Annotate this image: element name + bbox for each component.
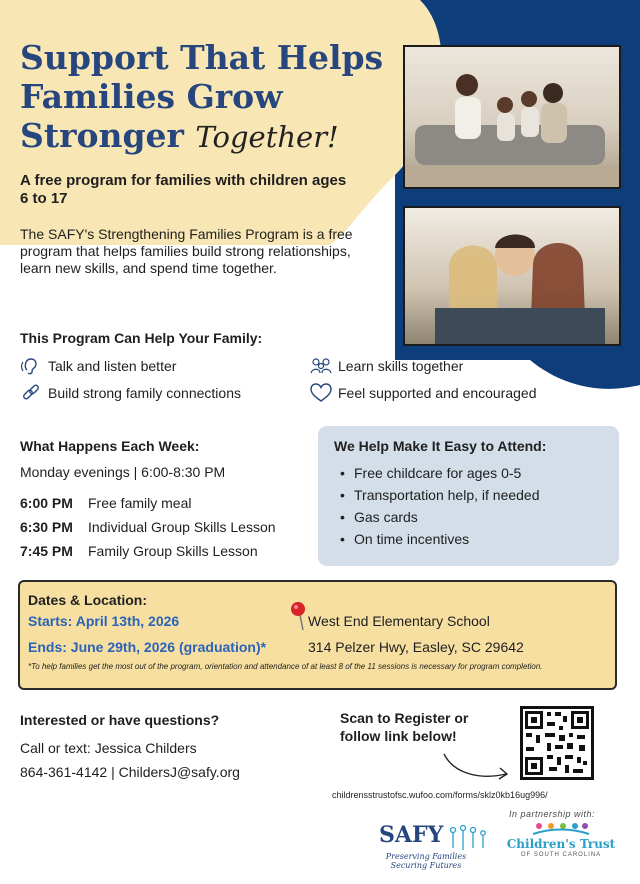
contact-heading: Interested or have questions? [20,712,220,728]
school-address: 314 Pelzer Hwy, Easley, SC 29642 [308,639,524,655]
scan-instructions: Scan to Register or follow link below! [340,710,469,744]
list-item: • Free childcare for ages 0-5 [354,462,607,484]
link-icon [20,383,42,403]
childrens-trust-figures-icon [531,822,591,836]
schedule-row: 6:00 PM Free family meal [20,495,192,511]
registration-link[interactable]: childrensstrustofsc.wufoo.com/forms/sklz0kb16ug996/ [332,790,548,800]
list-item: • Gas cards [354,506,607,528]
page-title: Support That Helps Families Grow Stronger Together! [20,38,384,155]
attendance-note: *To help families get the most out of the program, orientation and attendance of at least 8 of the 11 sessions is necessary for program completion. [28,662,543,671]
dates-location-box [18,580,617,690]
end-date: Ends: June 29th, 2026 (graduation)* [28,639,267,655]
childrens-trust-logo: Children's Trust OF SOUTH CAROLINA [500,822,622,872]
help-section-heading: This Program Can Help Your Family: [20,330,263,346]
people-icon [310,356,332,376]
heart-icon [310,383,332,403]
attendance-help-box [318,426,619,566]
family-photo-embrace [403,206,621,346]
family-photo-sofa [403,45,621,189]
intro-text: The SAFY's Strengthening Families Program is a free program that helps families build strong relationships, learn new skills, and spend time together. [20,226,353,276]
list-item: • Transportation help, if needed [354,484,607,506]
ear-icon [20,356,42,376]
arrow-icon [440,748,520,784]
weekly-time: Monday evenings | 6:00-8:30 PM [20,464,226,480]
benefit-item: Talk and listen better [20,356,176,376]
schedule-row: 6:30 PM Individual Group Skills Lesson [20,519,276,535]
contact-name: Call or text: Jessica Childers [20,740,197,756]
schedule-row: 7:45 PM Family Group Skills Lesson [20,543,258,559]
start-date: Starts: April 13th, 2026 [28,613,180,629]
weekly-heading: What Happens Each Week: [20,438,200,454]
list-item: • On time incentives [354,528,607,550]
title-script-word: Together! [195,120,339,154]
safy-figures-icon [447,824,491,852]
school-name: West End Elementary School [308,613,490,629]
attendance-help-heading: We Help Make It Easy to Attend: [334,438,547,454]
qr-code[interactable] [520,706,594,780]
map-pin-icon [288,600,310,632]
partnership-label: In partnership with: [509,809,596,819]
benefit-item: Build strong family connections [20,383,241,403]
benefit-item: Feel supported and encouraged [310,383,536,403]
dates-heading: Dates & Location: [28,592,148,608]
benefit-item: Learn skills together [310,356,463,376]
contact-details: 864-361-4142 | ChildersJ@safy.org [20,764,240,780]
safy-logo: SAFY Preserving Families Securing Futures [375,822,490,872]
subheading: A free program for families with children ages 6 to 17 [20,172,347,207]
